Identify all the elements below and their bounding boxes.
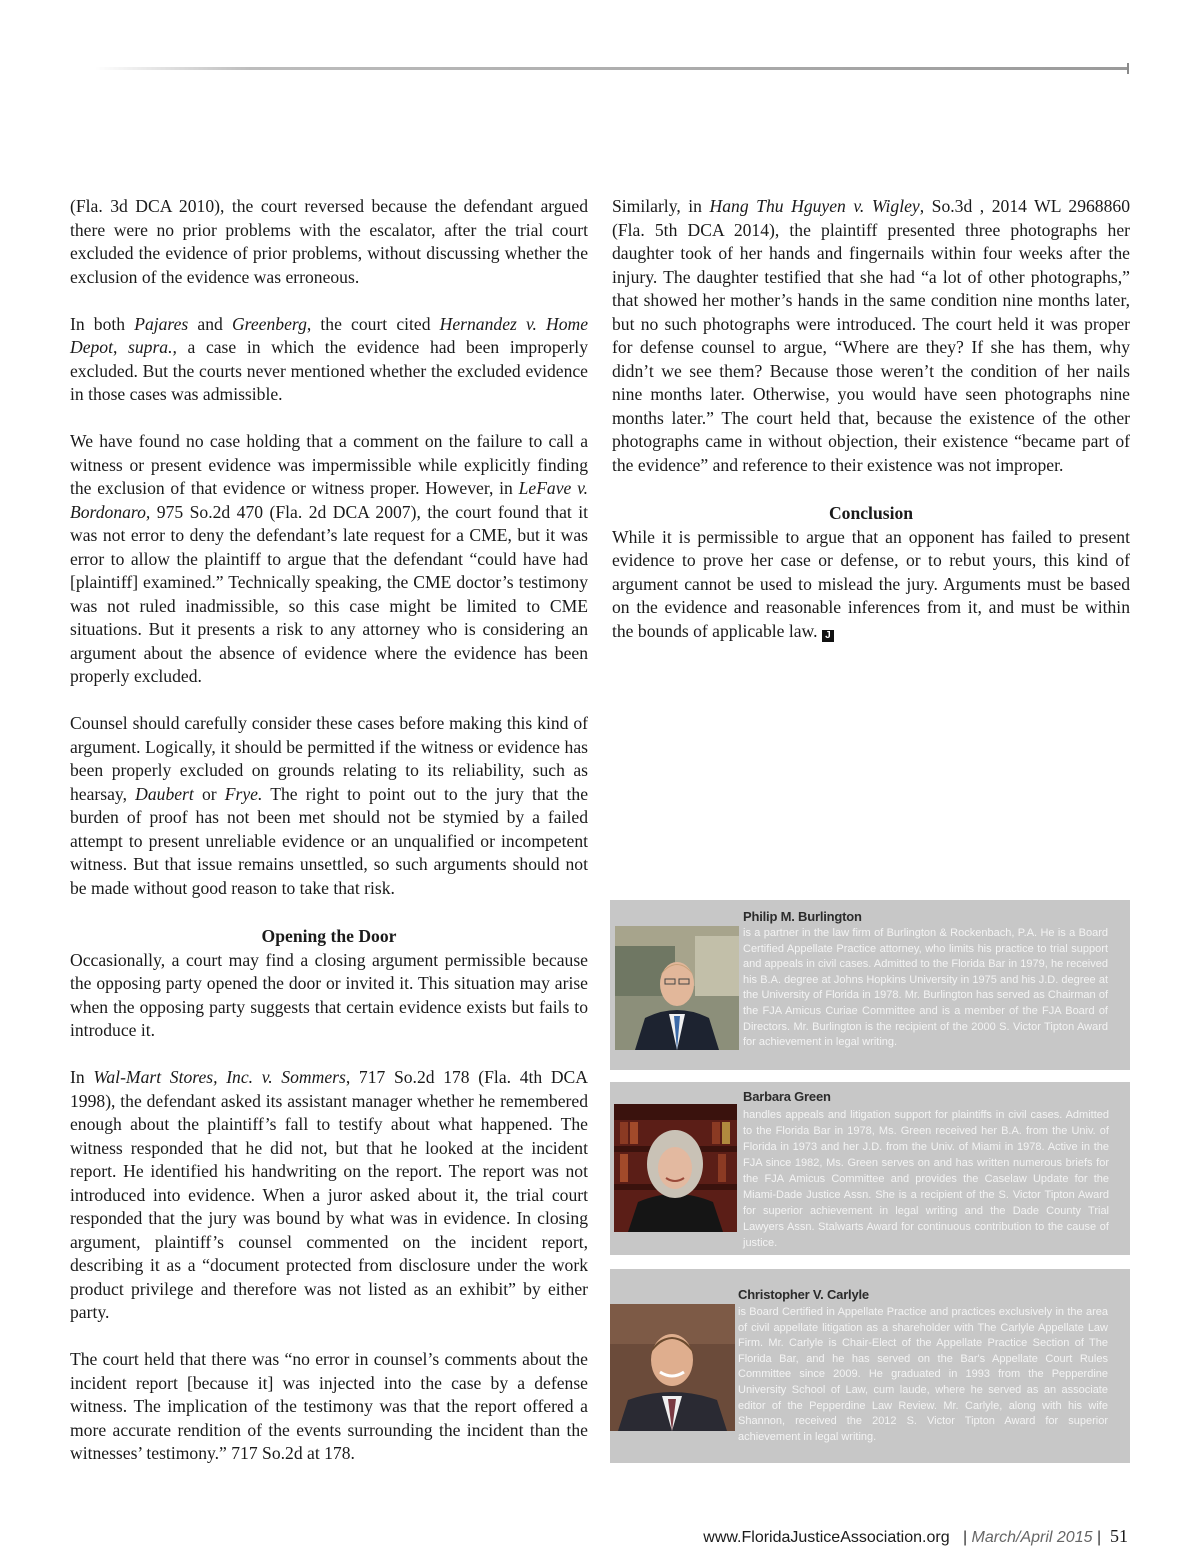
section-heading: Opening the Door	[261, 926, 397, 946]
author-name: Barbara Green	[743, 1089, 831, 1104]
page-footer	[703, 1526, 1128, 1547]
author-bio-burlington	[610, 900, 1130, 1070]
author-photo	[610, 1304, 735, 1431]
author-name: Christopher V. Carlyle	[738, 1287, 869, 1302]
header-rule	[95, 67, 1128, 70]
footer-separator: |	[962, 1529, 968, 1546]
footer-url[interactable]: www.FloridaJusticeAssociation.org	[703, 1529, 950, 1546]
right-column	[612, 195, 1130, 643]
author-bio-carlyle	[610, 1269, 1130, 1463]
author-bio-text: is Board Certified in Appellate Practice and practices exclusively in the area of civil appellate litigation as a shareholder with The Carlyle Appellate Law Firm. Mr. Carlyle is Chair-Elect of the Appellate Practice Section of The Florida Bar, and he has served on the Bar's Appellate Court Rules Committee since 2009. He graduated in 1993 from the Pepperdine University School of Law, cum laude, where he served as an associate editor of the Pepperdine Law Review. Mr. Carlyle, along with his wife Shannon, received the 2012 S. Victor Tipton Award for superior achievement in legal writing.	[738, 1306, 1108, 1443]
end-of-article-mark: J	[822, 630, 834, 642]
case-name: Pajares	[134, 313, 189, 334]
case-name: Greenberg	[231, 313, 307, 334]
paragraph: The court held that there was “no error in counsel’s comments about the incident report [because it] was injected into the case by a defense witness. The implication of the testimony was that the report offered a more accurate rendition of the events surrounding the incident than the witnesses’ testimony.” 717 So.2d at 178.	[70, 1349, 588, 1463]
author-bio-text: handles appeals and litigation support for plaintiffs in civil cases. Admitted to the Florida Bar in 1978, Ms. Green received her B.A. from the Univ. of Florida in 1973 and her J.D. from the Univ. of Miami in 1978. Active in the FJA since 1982, Ms. Green serves on and has written numerous briefs for the FJA Amicus Committee and provides the Caselaw Update for the Miami-Dade Justice Assn. She is a recipient of the S. Victor Tipton Award for superior achievement in legal writing and the Dade County Trial Lawyers Assn. Stalwarts Award for continuous contribution to the cause of justice.	[743, 1109, 1109, 1249]
paragraph: Occasionally, a court may find a closing argument permissible because the opposing party opened the door or invited it. This situation may arise when the opposing party suggests that certain evidence exists but fails to introduce it.	[70, 949, 588, 1040]
case-name: Wal-Mart Stores, Inc. v. Sommers	[93, 1067, 346, 1087]
author-bio-green	[610, 1082, 1130, 1255]
paragraph: Similarly, in Hang Thu Hguyen v. Wigley, So.3d , 2014 WL 2968860 (Fla. 5th DCA 2014), the plaintiff presented three photographs her daughter took of her hands and fingernails within four weeks after the injury. The daughter testified that she had “a lot of other photographs,” that showed her mother’s hands in the same condition nine months later, but no such photographs were introduced. The court held it was proper for defense counsel to argue, “Where are they? If she has them, why didn’t we see them? Because those weren’t the condition of her nails nine months later. Otherwise, you would have seen photographs nine months later.” The court held that, because the existence of the other photographs came in without objection, their existence “became part of the evidence” and reference to their existence was not improper.	[612, 196, 1130, 475]
paragraph: (Fla. 3d DCA 2010), the court reversed because the defendant argued there were no prior problems with the escalator, after the trial court excluded the evidence of prior problems, without discussing whether the exclusion of the evidence was erroneous.	[70, 196, 588, 287]
case-name: Hernandez v. Home Depot	[70, 313, 589, 357]
footer-issue: March/April 2015	[971, 1529, 1093, 1546]
author-photo	[614, 1104, 737, 1232]
section-heading: Conclusion	[828, 503, 914, 523]
left-column	[70, 195, 588, 1466]
author-photo	[615, 926, 739, 1050]
footer-separator: |	[1096, 1529, 1102, 1546]
case-name: LeFave v. Bordonaro,	[70, 478, 588, 522]
header-rule-end	[1127, 63, 1129, 74]
paragraph: Counsel should carefully consider these cases before making this kind of argument. Logically, it should be permitted if the witness or evidence has been properly excluded on grounds relating to its reliability, such as hearsay, Daubert or Frye. The right to point out to the jury that the burden of proof has not been met should not be stymied by a failed attempt to present unreliable evidence or an unqualified or incompetent witness. But that issue remains unsettled, so such arguments should not be made without good reason to take that risk.	[70, 713, 589, 898]
author-bio-text: is a partner in the law firm of Burlington & Rockenbach, P.A. He is a Board Certified Appellate Practice attorney, who limits his practice to trial support and appeals in civil cases. Admitted to the Florida Bar in 1979, he received his B.A. degree at Johns Hopkins University in 1975 and his J.D. degree at the University of Florida in 1978. Mr. Burlington has served as Chairman of the FJA Amicus Curiae Committee and is a member of the FJA Board of Directors. Mr. Burlington is the recipient of the 2000 S. Victor Tipton Award for achievement in legal writing.	[743, 927, 1108, 1049]
paragraph: In both Pajares and Greenberg, the court cited Hernandez v. Home Depot, supra., a case in which the evidence had been improperly excluded. But the courts never mentioned whether the excluded evidence in those cases was admissible.	[70, 313, 589, 404]
page-number: 51	[1110, 1526, 1128, 1546]
paragraph: While it is permissible to argue that an opponent has failed to present evidence to prove her case or defense, or to rebut yours, this kind of argument cannot be used to mislead the jury. Arguments must be based on the evidence and reasonable inferences from it, and must be within the bounds of applicable law. J	[612, 526, 1130, 641]
paragraph: We have found no case holding that a comment on the failure to call a witness or present evidence was impermissible while explicitly finding the exclusion of that evidence or witness proper. However, in LeFave v. Bordonaro, 975 So.2d 470 (Fla. 2d DCA 2007), the court found that it was not error to deny the defendant’s late request for a CME, but it was error to allow the plaintiff to argue that the defendant “could have had [plaintiff] examined.” Technically speaking, the CME doctor’s testimony was not ruled inadmissible, so this case might be limited to CME situations. But it presents a risk to any attorney who is considering an argument about the absence of evidence where the evidence has been properly excluded.	[70, 431, 588, 686]
author-name: Philip M. Burlington	[743, 909, 862, 924]
paragraph: In Wal-Mart Stores, Inc. v. Sommers, 717 So.2d 178 (Fla. 4th DCA 1998), the defendant asked its assistant manager whether he remembered enough about the plaintiff’s fall to testify about what happened. The witness responded that he did not, but that he looked at the incident report. He identified his handwriting on the report. The report was not introduced into evidence. When a juror asked about it, the trial court responded that the jury was bound by what was in evidence. In closing argument, plaintiff’s counsel commented on the incident report, describing it as a “document protected from disclosure under the work product privilege and therefore was not listed as an exhibit” by either party.	[70, 1067, 589, 1322]
case-name: Hang Thu Hguyen v. Wigley	[709, 196, 920, 216]
